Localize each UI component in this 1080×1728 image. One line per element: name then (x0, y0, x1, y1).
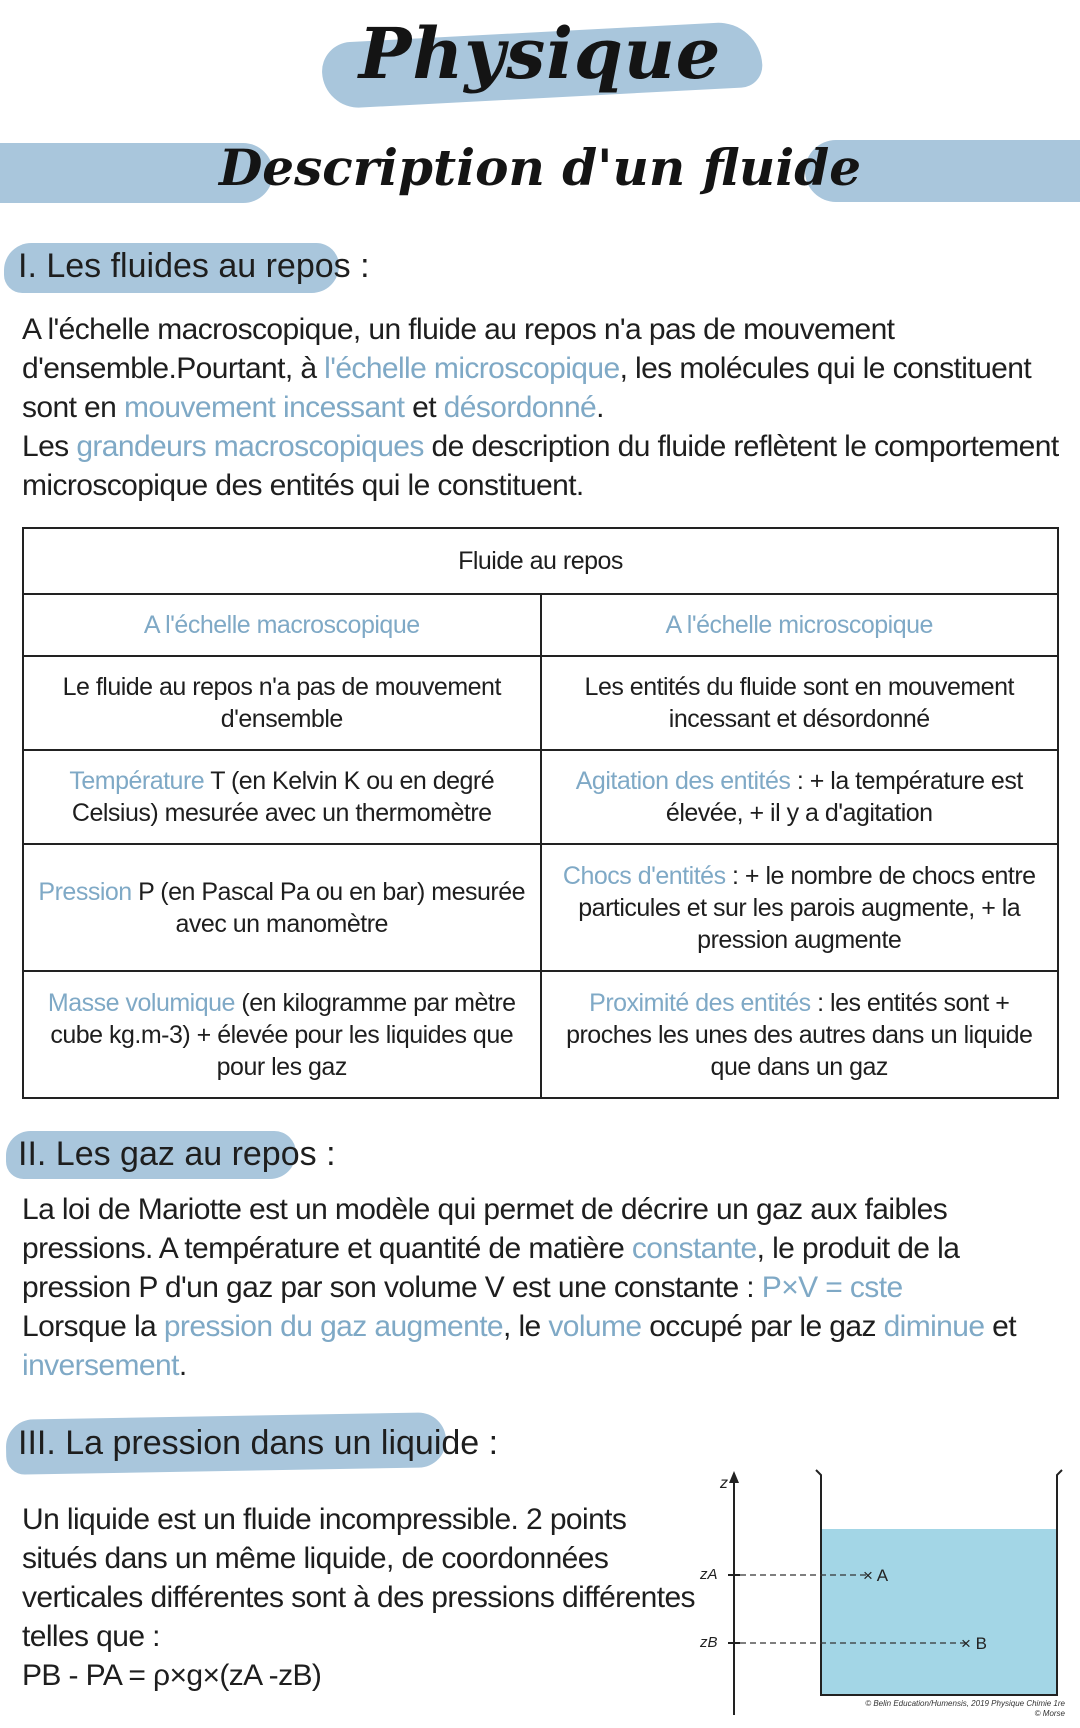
highlighted-term: pression du gaz augmente (163, 1310, 504, 1343)
highlighted-term: Agitation des entités (575, 767, 791, 795)
section2-heading: II. Les gaz au repos : (18, 1135, 336, 1173)
image-credit-2: © Morse (1034, 1709, 1065, 1718)
table-cell-micro (541, 844, 1059, 971)
point-b-label: × B (961, 1634, 987, 1653)
highlighted-term: désordonné (443, 391, 597, 424)
highlighted-term: P×V = cste (761, 1271, 903, 1304)
z-axis-label: z (720, 1475, 728, 1492)
section2-paragraph1 (22, 1190, 1062, 1307)
text-segment: et (984, 1310, 1016, 1343)
table-cell-macro (23, 656, 541, 750)
text-segment: : + le nombre de chocs entre particules et sur les parois augmente, + la pression augmente (578, 861, 1036, 954)
text-segment: : + la température est élevée, + il y a d'agitation (665, 767, 1023, 827)
highlighted-term: Chocs d'entités (562, 861, 726, 890)
beaker-diagram (690, 1465, 1070, 1720)
table-row (23, 750, 1058, 844)
table-title: Fluide au repos (23, 528, 1058, 594)
z-axis-arrow-icon (729, 1471, 739, 1483)
text-segment: , le (503, 1310, 549, 1343)
page-subtitle: Description d'un fluide (218, 138, 862, 197)
highlighted-term: diminue (883, 1310, 985, 1343)
table-header-macroscopic: A l'échelle macroscopique (23, 594, 541, 656)
image-credit: © Belin Education/Humensis, 2019 Physique Chimie 1re (865, 1699, 1065, 1708)
table-cell-micro (541, 971, 1059, 1098)
table-row (23, 656, 1058, 750)
highlighted-term: Température (69, 767, 205, 795)
highlighted-term: l'échelle microscopique (324, 352, 620, 385)
text-segment: Les entités du fluide sont en mouvement incessant et désordonné (584, 673, 1014, 733)
text-segment: A l'échelle macroscopique, un fluide au repos n'a pas de mouvement d'ensemble. (22, 313, 895, 385)
highlighted-term: Proximité des entités (589, 988, 811, 1017)
text-segment: La loi de Mariotte est un modèle qui permet de décrire un gaz aux faibles pressions. A température et quantité de matière (22, 1193, 948, 1265)
section1-heading: I. Les fluides au repos : (18, 247, 370, 285)
text-segment: Un liquide est un fluide incompressible. 2 points situés dans un même liquide, de coordonnées verticales différentes sont à des pressions différentes telles que : (22, 1503, 695, 1653)
highlighted-term: inversement (22, 1349, 179, 1382)
section1-paragraph2 (22, 427, 1062, 505)
highlighted-term: grandeurs macroscopiques (76, 430, 424, 463)
table-row (23, 971, 1058, 1098)
text-segment: Le fluide au repos n'a pas de mouvement d'ensemble (62, 673, 501, 733)
highlighted-term: Masse volumique (47, 988, 235, 1017)
text-segment: Les (22, 430, 77, 463)
zb-label: zB (700, 1634, 718, 1651)
section1-paragraph1 (22, 310, 1062, 427)
za-label: zA (700, 1566, 718, 1583)
section3-heading: III. La pression dans un liquide : (18, 1424, 499, 1462)
table-cell-macro (23, 844, 541, 971)
text-segment: (en kilogramme par mètre cube kg.m-3) + élevée pour les liquides que pour les gaz (50, 988, 516, 1081)
text-segment: P (en Pascal Pa ou en bar) mesurée avec un manomètre (131, 877, 526, 938)
text-segment: de description du fluide reflètent le comportement microscopique des entités qui le constituent. (22, 430, 1059, 502)
pressure-formula: PB - PA = ρ×g×(zA -zB) (22, 1659, 322, 1692)
text-segment: Lorsque la (22, 1310, 164, 1343)
text-segment: et (404, 391, 444, 424)
table-row (23, 844, 1058, 971)
liquid-fill (821, 1529, 1057, 1695)
text-segment: , les molécules qui le constituent sont en (22, 352, 1032, 424)
highlighted-term: mouvement incessant (123, 391, 405, 424)
text-segment: . (178, 1349, 187, 1382)
highlighted-term: Pression (38, 877, 132, 906)
section2-paragraph2 (22, 1307, 1062, 1385)
section3-paragraph (22, 1500, 702, 1656)
text-segment: , le produit de la pression P d'un gaz par son volume V est une constante : (22, 1232, 960, 1304)
highlighted-term: constante (631, 1232, 757, 1265)
text-segment: Pourtant, à (176, 352, 325, 385)
point-a-label: × A (863, 1566, 889, 1585)
text-segment: occupé par le gaz (641, 1310, 884, 1343)
table-cell-macro (23, 750, 541, 844)
text-segment: . (596, 391, 604, 424)
table-cell-macro (23, 971, 541, 1098)
text-segment: : les entités sont + proches les unes des autres dans un liquide que dans un gaz (566, 988, 1033, 1081)
table-cell-micro (541, 656, 1059, 750)
page-title: Physique (358, 12, 722, 95)
highlighted-term: volume (548, 1310, 642, 1343)
table-header-microscopic: A l'échelle microscopique (541, 594, 1059, 656)
table-cell-micro (541, 750, 1059, 844)
text-segment: T (en Kelvin K ou en degré Celsius) mesurée avec un thermomètre (71, 767, 495, 827)
fluid-at-rest-table (22, 527, 1059, 1099)
